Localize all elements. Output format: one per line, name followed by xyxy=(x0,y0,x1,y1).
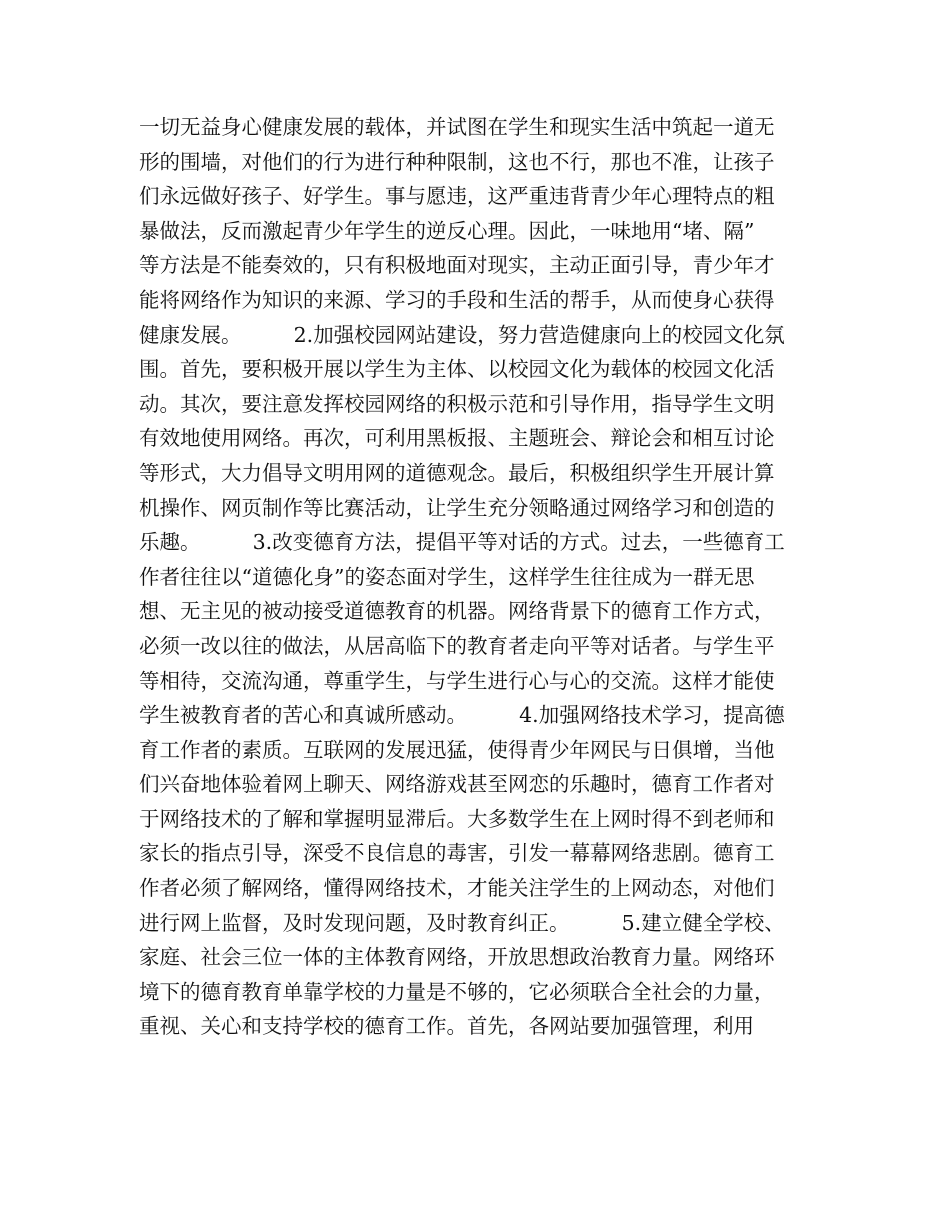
text-line: 们永远做好孩子、好学生。事与愿违，这严重违背青少年心理特点的粗 xyxy=(139,184,775,209)
text-line: 必须一改以往的做法，从居高临下的教育者走向平等对话者。与学生平 xyxy=(139,633,775,658)
text-line: 们兴奋地体验着网上聊天、网络游戏甚至网恋的乐趣时，德育工作者对 xyxy=(139,772,775,797)
text-line: 作者必须了解网络，懂得网络技术，才能关注学生的上网动态，对他们 xyxy=(139,876,775,901)
text-line: 作者往往以“道德化身”的姿态面对学生，这样学生往往成为一群无思 xyxy=(139,564,755,589)
text-line: 家长的指点引导，深受不良信息的毒害，引发一幕幕网络悲剧。德育工 xyxy=(139,841,775,866)
text-line: 进行网上监督，及时发现问题，及时教育纠正。 5.建立健全学校、 xyxy=(139,910,785,935)
text-line: 乐趣。 3.改变德育方法，提倡平等对话的方式。过去，一些德育工 xyxy=(139,530,785,555)
text-line: 暴做法，反而激起青少年学生的逆反心理。因此，一味地用“堵、隔” xyxy=(139,218,755,243)
text-line: 想、无主见的被动接受道德教育的机器。网络背景下的德育工作方式， xyxy=(139,599,775,624)
text-line: 家庭、社会三位一体的主体教育网络，开放思想政治教育力量。网络环 xyxy=(139,945,775,970)
text-line: 学生被教育者的苦心和真诚所感动。 4.加强网络技术学习，提高德 xyxy=(139,703,785,728)
text-line: 围。首先，要积极开展以学生为主体、以校园文化为载体的校园文化活 xyxy=(139,357,775,382)
text-line: 重视、关心和支持学校的德育工作。首先，各网站要加强管理，利用 xyxy=(139,1014,754,1039)
text-line: 等相待，交流沟通，尊重学生，与学生进行心与心的交流。这样才能使 xyxy=(139,668,775,693)
text-line: 一切无益身心健康发展的载体，并试图在学生和现实生活中筑起一道无 xyxy=(139,115,775,139)
text-line: 于网络技术的了解和掌握明显滞后。大多数学生在上网时得不到老师和 xyxy=(139,806,775,831)
text-line: 能将网络作为知识的来源、学习的手段和生活的帮手，从而使身心获得 xyxy=(139,287,775,312)
text-line: 境下的德育教育单靠学校的力量是不够的，它必须联合全社会的力量， xyxy=(139,979,775,1004)
text-line: 健康发展。 2.加强校园网站建设，努力营造健康向上的校园文化氛 xyxy=(139,322,785,347)
text-line: 等方法是不能奏效的，只有积极地面对现实，主动正面引导，青少年才 xyxy=(139,253,775,278)
text-line: 机操作、网页制作等比赛活动，让学生充分领略通过网络学习和创造的 xyxy=(139,495,775,520)
text-line: 育工作者的素质。互联网的发展迅猛，使得青少年网民与日俱增，当他 xyxy=(139,737,775,762)
body-text xyxy=(139,110,829,1044)
text-line: 动。其次，要注意发挥校园网络的积极示范和引导作用，指导学生文明 xyxy=(139,391,775,416)
text-line: 形的围墙，对他们的行为进行种种限制，这也不行，那也不准，让孩子 xyxy=(139,149,775,174)
text-line: 等形式，大力倡导文明用网的道德观念。最后，积极组织学生开展计算 xyxy=(139,460,775,485)
text-line: 有效地使用网络。再次，可利用黑板报、主题班会、辩论会和相互讨论 xyxy=(139,426,775,451)
